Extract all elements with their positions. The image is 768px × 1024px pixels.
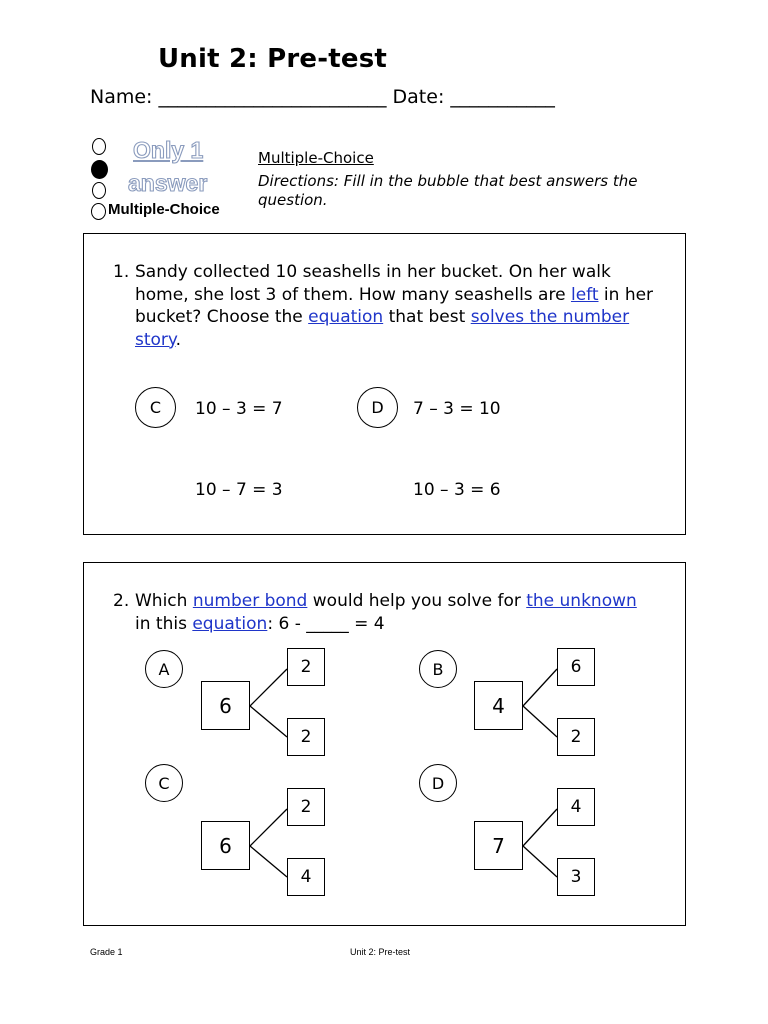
footer-grade: Grade 1: [90, 947, 123, 957]
bond-b-part-2: 2: [557, 718, 595, 756]
q1-text: in her: [598, 284, 654, 305]
bond-d-part-1: 4: [557, 788, 595, 826]
bond-c-part-2: 4: [287, 858, 325, 896]
q1-text: .: [175, 329, 181, 350]
bond-a-part-1: 2: [287, 648, 325, 686]
q2-text: in this: [135, 613, 193, 634]
q2-text: would help you solve for: [307, 591, 527, 611]
q1-option-c-bubble[interactable]: C: [135, 387, 176, 428]
question-1-text: [135, 261, 675, 351]
link-number-bond[interactable]: number bond: [192, 591, 308, 611]
only-one-label: Only 1: [133, 137, 204, 163]
bond-a-whole: 6: [201, 681, 250, 730]
answer-label: answer: [128, 170, 208, 196]
link-solves-the-number-story[interactable]: solves the number: [470, 307, 630, 327]
page-title: Unit 2: Pre-test: [158, 44, 388, 74]
q1-option-4-equation: 10 – 3 = 6: [413, 480, 501, 500]
q2-option-a-bubble[interactable]: A: [145, 650, 183, 688]
legend-label: Multiple-Choice: [108, 201, 220, 218]
bond-a-part-2: 2: [287, 718, 325, 756]
link-left[interactable]: left: [570, 284, 599, 305]
q2-text: Which: [135, 591, 193, 611]
q1-option-d-equation: 7 – 3 = 10: [413, 399, 501, 419]
q1-option-3-equation: 10 – 7 = 3: [195, 480, 283, 500]
bond-b-part-1: 6: [557, 648, 595, 686]
link-equation[interactable]: equation: [308, 307, 384, 327]
bubble-empty-2: [92, 182, 106, 199]
directions-text: Directions: Fill in the bubble that best answers the question.: [258, 172, 638, 209]
footer-unit: Unit 2: Pre-test: [350, 947, 411, 957]
bubble-empty-1: [92, 138, 106, 155]
bubble-empty-3: [91, 203, 106, 220]
q1-text: home, she lost 3 of them. How many seashells are: [135, 284, 571, 305]
q2-option-b-bubble[interactable]: B: [419, 650, 457, 688]
bond-d-part-2: 3: [557, 858, 595, 896]
section-title: Multiple-Choice: [258, 149, 374, 167]
q1-text: bucket? Choose the: [135, 307, 309, 327]
q2-text: : 6 - _____ = 4: [267, 613, 385, 634]
q2-option-c-bubble[interactable]: C: [145, 764, 183, 802]
q1-line-2: [135, 284, 675, 307]
q1-line-3: [135, 306, 675, 329]
q2-option-d-bubble[interactable]: D: [419, 764, 457, 802]
question-2-number: 2.: [113, 591, 130, 611]
link-equation-2[interactable]: equation: [192, 613, 268, 634]
link-story[interactable]: story: [135, 329, 176, 350]
bond-c-whole: 6: [201, 821, 250, 870]
q1-line-4: [135, 329, 675, 352]
q1-option-d-bubble[interactable]: D: [357, 387, 398, 428]
q1-line-1: Sandy collected 10 seashells in her bucket. On her walk: [135, 262, 611, 282]
bubble-filled: [91, 160, 108, 179]
q2-line-1: [135, 590, 675, 613]
bond-c-part-1: 2: [287, 788, 325, 826]
q1-option-c-equation: 10 – 3 = 7: [195, 399, 283, 419]
question-1-number: 1.: [113, 262, 130, 282]
q1-text: that best: [383, 307, 471, 327]
name-date-line: Name: ________________________ Date: ___________: [90, 86, 555, 108]
link-the-unknown[interactable]: the unknown: [526, 591, 637, 611]
bond-d-whole: 7: [474, 821, 523, 870]
question-2-text: [135, 590, 675, 635]
q2-line-2: [135, 613, 675, 636]
bond-b-whole: 4: [474, 681, 523, 730]
